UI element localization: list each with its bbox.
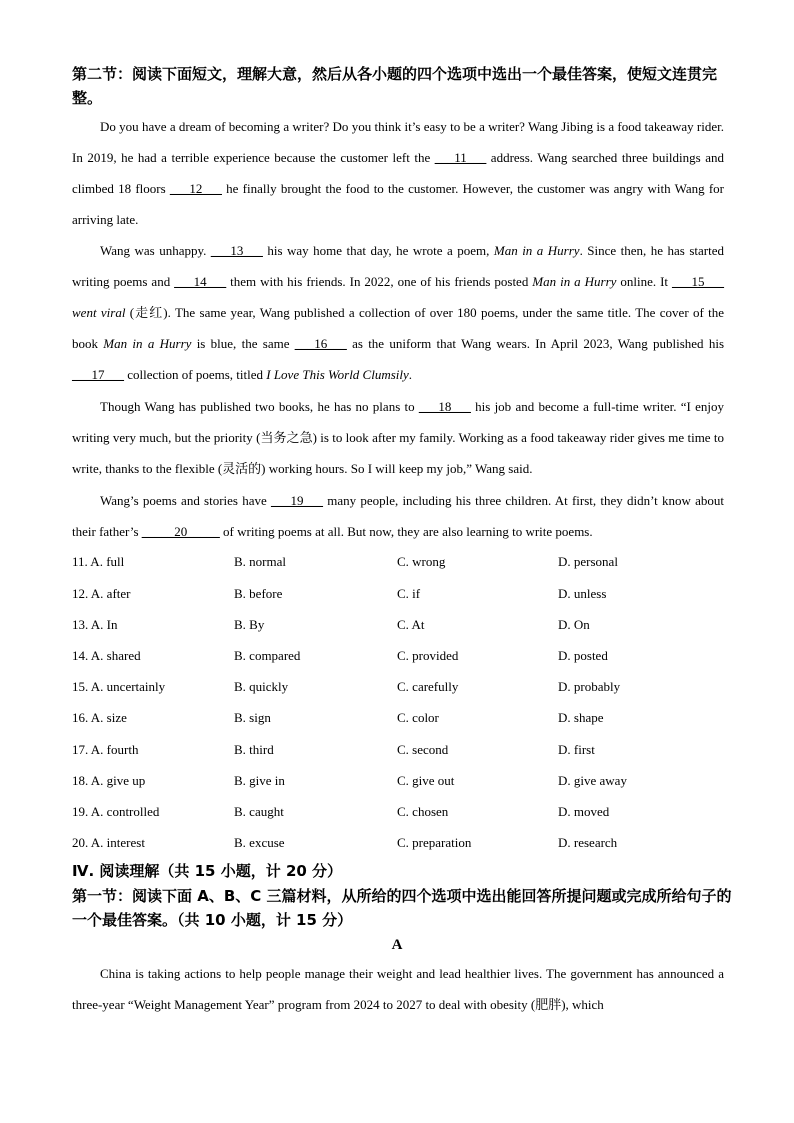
option-d: D. give away — [558, 773, 627, 788]
title-italic: Man in a Hurry — [103, 336, 192, 351]
option-row-12 — [72, 584, 732, 604]
option-c: C. preparation — [397, 835, 472, 850]
option-c: C. second — [397, 742, 449, 757]
text: collection of poems, titled — [124, 367, 267, 382]
option-c: C. carefully — [397, 679, 459, 694]
part-4-title: Ⅳ. 阅读理解（共 15 小题，计 20 分） — [72, 862, 343, 880]
option-row-11 — [72, 552, 732, 572]
title-italic: I Love This World Clumsily — [266, 367, 409, 382]
option-a: 14. A. shared — [72, 648, 141, 663]
option-c: C. wrong — [397, 554, 446, 569]
text: China is taking actions to help people manage their weight and lead healthier lives. The government has announced a three-year “Weight Management Year” program from 2024 to 2027 to deal with obesity (肥胖), which — [72, 966, 724, 1012]
option-d: D. posted — [558, 648, 608, 663]
option-b: B. By — [234, 617, 265, 632]
option-b: B. third — [234, 742, 274, 757]
option-row-17 — [72, 740, 732, 760]
text: address. Wang searched three buildings and climbed 18 floors — [72, 150, 724, 196]
section1-heading: 第一节：阅读下面 A、B、C 三篇材料，从所给的四个选项中选出能回答所提问题或完成所给句子的一个最佳答案。（共 10 小题，计 15 分） — [72, 887, 732, 929]
option-b: B. before — [234, 586, 283, 601]
text: Wang’s poems and stories have — [100, 493, 271, 508]
option-b: B. sign — [234, 710, 271, 725]
passage-a-paragraph — [72, 958, 724, 1020]
option-d: D. personal — [558, 554, 618, 569]
option-row-14 — [72, 646, 732, 666]
option-a: 11. A. full — [72, 554, 125, 569]
option-b: B. excuse — [234, 835, 285, 850]
option-b: B. caught — [234, 804, 284, 819]
blank-18: ___18___ — [418, 399, 471, 414]
paragraph-1 — [72, 111, 724, 235]
text: . Since then, he has started writing poems and — [72, 243, 725, 289]
option-a: 20. A. interest — [72, 835, 145, 850]
blank-14: ___14___ — [174, 274, 227, 289]
option-d: D. On — [558, 617, 590, 632]
option-a: 12. A. after — [72, 586, 131, 601]
option-c: C. color — [397, 710, 439, 725]
blank-13: ___13___ — [210, 243, 263, 258]
option-a: 16. A. size — [72, 710, 127, 725]
phrase-italic: went viral — [72, 305, 126, 320]
option-d: D. unless — [558, 586, 607, 601]
blank-15: ___15___ — [672, 274, 725, 289]
blank-11: ___11___ — [434, 150, 487, 165]
option-b: B. quickly — [234, 679, 289, 694]
title-italic: Man in a Hurry — [493, 243, 580, 258]
passage-a-label: A — [391, 937, 403, 953]
option-d: D. research — [558, 835, 618, 850]
option-c: C. chosen — [397, 804, 449, 819]
text: . — [408, 367, 413, 382]
text: of writing poems at all. But now, they are also learning to write poems. — [219, 524, 593, 539]
option-d: D. probably — [558, 679, 621, 694]
text: is blue, the same — [191, 336, 295, 351]
option-row-15 — [72, 677, 732, 697]
paragraph-2 — [72, 235, 724, 390]
option-a: 18. A. give up — [72, 773, 146, 788]
option-d: D. first — [558, 742, 595, 757]
option-d: D. shape — [558, 710, 604, 725]
text: he finally brought the food to the customer. However, the customer was angry with Wang for arriving late. — [72, 181, 724, 227]
blank-17: ___17___ — [72, 367, 124, 382]
blank-16: ___16___ — [294, 336, 347, 351]
option-a: 17. A. fourth — [72, 742, 139, 757]
option-c: C. provided — [397, 648, 459, 663]
option-b: B. compared — [234, 648, 301, 663]
option-row-13 — [72, 615, 732, 635]
blank-20: _____20_____ — [141, 524, 220, 539]
option-row-19 — [72, 802, 732, 822]
option-row-20 — [72, 833, 732, 853]
section2-heading: 第二节：阅读下面短文，理解大意，然后从各小题的四个选项中选出一个最佳答案，使短文连贯完整。 — [72, 65, 718, 107]
option-c: C. if — [397, 586, 421, 601]
blank-12: ___12___ — [169, 181, 222, 196]
text: online. It — [616, 274, 673, 289]
option-b: B. give in — [234, 773, 285, 788]
text: Do you have a dream of becoming a writer? Do you think it’s easy to be a writer? Wang Jibing is a food takeaway rider. In 2019, he had a terrible experience because the customer left the — [72, 119, 724, 165]
text: Wang was unhappy. — [100, 243, 211, 258]
option-row-16 — [72, 708, 732, 728]
blank-19: ___19___ — [270, 493, 323, 508]
title-italic: Man in a Hurry — [532, 274, 617, 289]
text: many people, including his three children. At first, they didn’t know about their father’s — [72, 493, 724, 539]
text: them with his friends. In 2022, one of his friends posted — [226, 274, 533, 289]
option-a: 19. A. controlled — [72, 804, 160, 819]
option-b: B. normal — [234, 554, 286, 569]
option-d: D. moved — [558, 804, 610, 819]
text: Though Wang has published two books, he has no plans to — [100, 399, 419, 414]
option-c: C. At — [397, 617, 425, 632]
paragraph-4 — [72, 485, 724, 547]
option-c: C. give out — [397, 773, 455, 788]
option-a: 13. A. In — [72, 617, 118, 632]
paragraph-3 — [72, 391, 724, 484]
option-row-18 — [72, 771, 732, 791]
text: his way home that day, he wrote a poem, — [262, 243, 494, 258]
text: his job and become a full-time writer. “I enjoy writing very much, but the priority (当务之急) is to look after my family. Working as a food takeaway rider gives me time to write, thanks to the flexible (灵活的) working hours. So I will keep my job,” Wang said. — [72, 399, 724, 476]
text: as the uniform that Wang wears. In April 2023, Wang published his — [346, 336, 725, 351]
text: (走红). The same year, Wang published a collection of over 180 poems, under the same title. The cover of the book — [72, 305, 725, 351]
option-a: 15. A. uncertainly — [72, 679, 166, 694]
